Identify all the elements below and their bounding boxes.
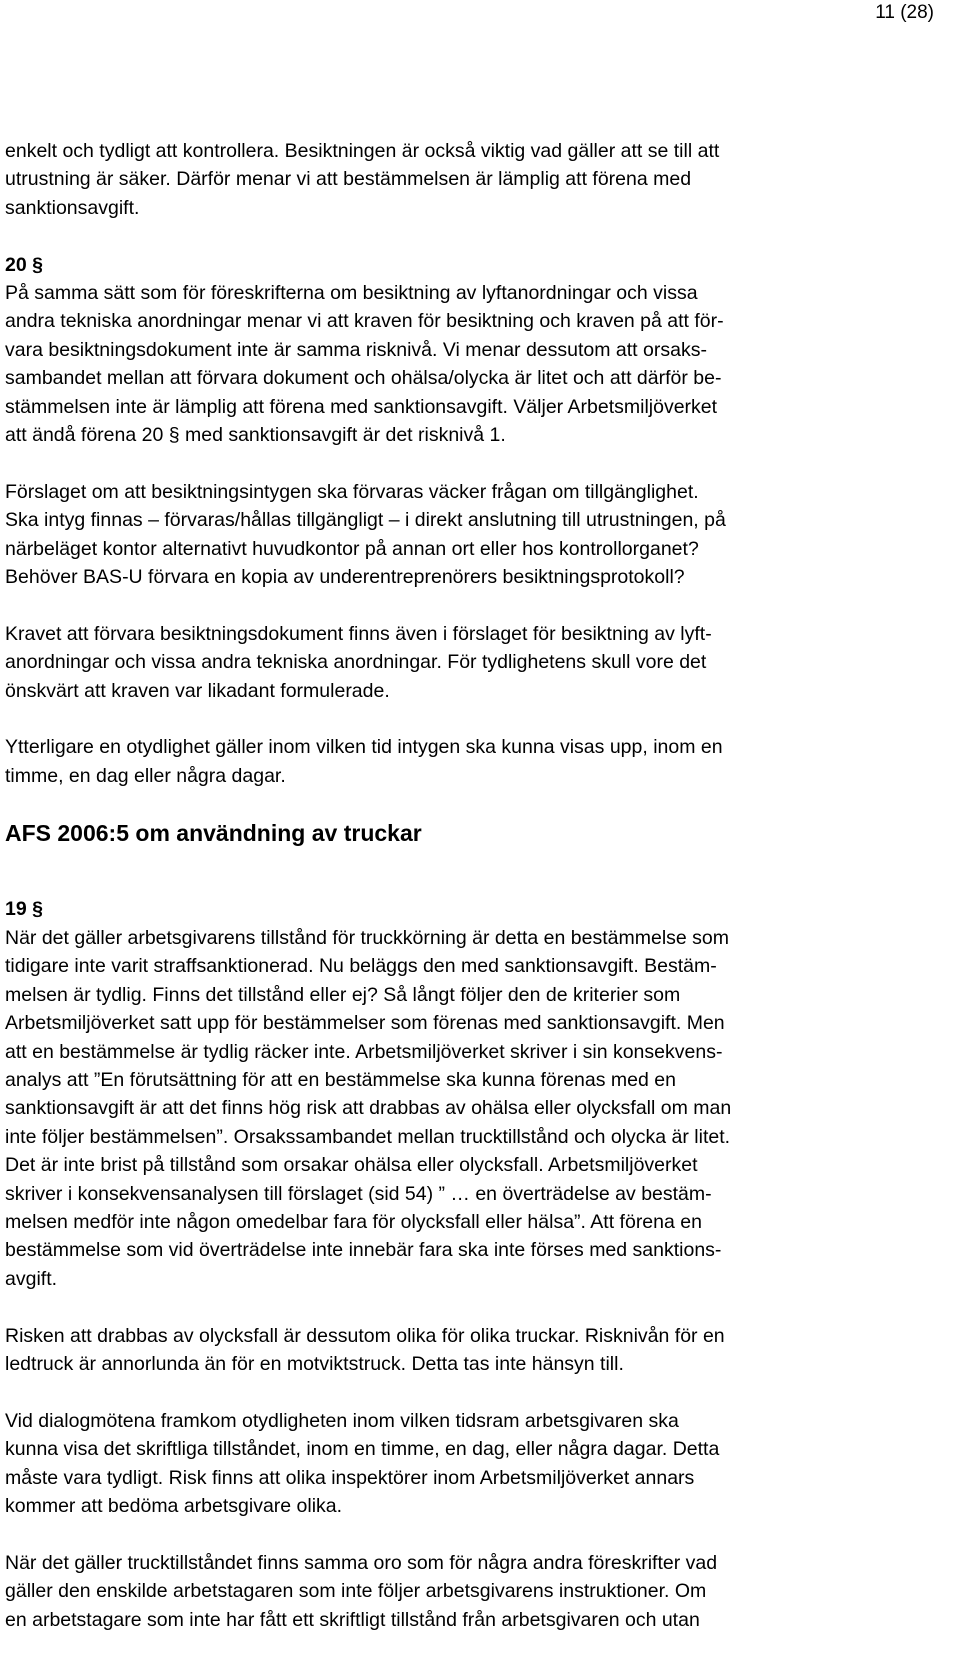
- text-line: en arbetstagare som inte har fått ett skriftligt tillstånd från arbetsgivaren och utan: [5, 1608, 700, 1631]
- paragraph: [5, 1407, 940, 1521]
- text-line: Risken att drabbas av olycksfall är dessutom olika för olika truckar. Risknivån för en: [5, 1324, 725, 1347]
- page-number: 11 (28): [875, 2, 934, 23]
- text-line: närbeläget kontor alternativt huvudkontor på annan ort eller hos kontrollorganet?: [5, 537, 699, 560]
- text-line: sambandet mellan att förvara dokument och ohälsa/olycka är litet och att därför be-: [5, 367, 722, 390]
- section-number: 19 §: [5, 898, 43, 921]
- text-line: skriver i konsekvensanalysen till förslaget (sid 54) ” … en överträdelse av bestäm-: [5, 1182, 712, 1205]
- paragraph-gap: [5, 867, 940, 895]
- text-line: kunna visa det skriftliga tillståndet, inom en timme, en dag, eller några dagar. Detta: [5, 1438, 720, 1461]
- paragraph-gap: [5, 1293, 940, 1321]
- paragraph: [5, 620, 940, 705]
- text-line: När det gäller arbetsgivarens tillstånd för truckkörning är detta en bestämmelse som: [5, 926, 730, 949]
- text-line: sanktionsavgift är att det finns hög risk att drabbas av ohälsa eller olycksfall om man: [5, 1097, 732, 1120]
- text-line: sanktionsavgift.: [5, 196, 140, 219]
- heading-gap: [5, 847, 940, 867]
- section-number: 20 §: [5, 253, 43, 276]
- text-line: önskvärt att kraven var likadant formulerade.: [5, 679, 390, 702]
- text-line: På samma sätt som för föreskrifterna om besiktning av lyftanordningar och vissa: [5, 282, 698, 305]
- paragraph-gap: [5, 705, 940, 733]
- paragraph: [5, 478, 940, 592]
- text-line: Förslaget om att besiktningsintygen ska förvaras väcker frågan om tillgänglighet.: [5, 480, 699, 503]
- paragraph: [5, 137, 940, 222]
- text-line: tidigare inte varit straffsanktionerad. Nu beläggs den med sanktionsavgift. Bestäm-: [5, 955, 717, 978]
- text-line: enkelt och tydligt att kontrollera. Besiktningen är också viktig vad gäller att se till att: [5, 140, 720, 162]
- text-line: vara besiktningsdokument inte är samma risknivå. Vi menar dessutom att orsaks-: [5, 338, 707, 361]
- text-line: timme, en dag eller några dagar.: [5, 764, 286, 787]
- text-line: stämmelsen inte är lämplig att förena med sanktionsavgift. Väljer Arbetsmiljöverket: [5, 395, 718, 418]
- text-line: bestämmelse som vid överträdelse inte innebär fara ska inte förses med sanktions-: [5, 1239, 722, 1262]
- paragraph: [5, 1549, 940, 1634]
- text-line: avgift.: [5, 1267, 58, 1290]
- paragraph: [5, 251, 940, 450]
- text-line: att en bestämmelse är tydlig räcker inte. Arbetsmiljöverket skriver i sin konsekvens-: [5, 1040, 723, 1063]
- paragraph-gap: [5, 222, 940, 250]
- text-line: Vid dialogmötena framkom otydligheten inom vilken tidsram arbetsgivaren ska: [5, 1409, 679, 1432]
- section-heading: AFS 2006:5 om användning av truckar: [5, 819, 422, 846]
- paragraph-gap: [5, 449, 940, 477]
- paragraph: [5, 1322, 940, 1379]
- paragraph-gap: [5, 1520, 940, 1548]
- paragraph-gap: [5, 1378, 940, 1406]
- text-line: ledtruck är annorlunda än för en motviktstruck. Detta tas inte hänsyn till.: [5, 1352, 624, 1375]
- text-line: Arbetsmiljöverket satt upp för bestämmelser som förenas med sanktionsavgift. Men: [5, 1012, 725, 1035]
- text-line: melsen är tydlig. Finns det tillstånd eller ej? Så långt följer den de kriterier som: [5, 983, 681, 1006]
- text-line: När det gäller trucktillståndet finns samma oro som för några andra föreskrifter vad: [5, 1551, 718, 1574]
- paragraph-gap: [5, 591, 940, 619]
- text-line: Behöver BAS-U förvara en kopia av underentreprenörers besiktningsprotokoll?: [5, 566, 685, 589]
- text-line: utrustning är säker. Därför menar vi att bestämmelsen är lämplig att förena med: [5, 168, 692, 191]
- text-line: att ändå förena 20 § med sanktionsavgift är det risknivå 1.: [5, 424, 506, 447]
- text-line: gäller den enskilde arbetstagaren som inte följer arbetsgivarens instruktioner. Om: [5, 1580, 707, 1603]
- text-line: Ytterligare en otydlighet gäller inom vilken tid intygen ska kunna visas upp, inom en: [5, 736, 723, 759]
- text-line: Det är inte brist på tillstånd som orsakar ohälsa eller olycksfall. Arbetsmiljöverket: [5, 1154, 698, 1177]
- text-line: anordningar och vissa andra tekniska anordningar. För tydlighetens skull vore det: [5, 651, 707, 674]
- text-line: andra tekniska anordningar menar vi att kraven för besiktning och kraven på att för-: [5, 310, 724, 333]
- text-line: inte följer bestämmelsen”. Orsakssambandet mellan trucktillstånd och olycka är litet.: [5, 1125, 731, 1148]
- document-body: [5, 137, 940, 1634]
- text-line: kommer att bedöma arbetsgivare olika.: [5, 1494, 343, 1517]
- text-line: Kravet att förvara besiktningsdokument finns även i förslaget för besiktning av lyft-: [5, 622, 712, 645]
- text-line: analys att ”En förutsättning för att en bestämmelse ska kunna förenas med en: [5, 1068, 676, 1091]
- paragraph: [5, 733, 940, 790]
- paragraph: [5, 895, 940, 1293]
- text-line: melsen medför inte någon omedelbar fara för olycksfall eller hälsa”. Att förena en: [5, 1210, 702, 1233]
- text-line: måste vara tydligt. Risk finns att olika inspektörer inom Arbetsmiljöverket annars: [5, 1466, 695, 1489]
- paragraph-gap: [5, 790, 940, 818]
- text-line: Ska intyg finnas – förvaras/hållas tillgängligt – i direkt anslutning till utrustningen, på: [5, 509, 726, 532]
